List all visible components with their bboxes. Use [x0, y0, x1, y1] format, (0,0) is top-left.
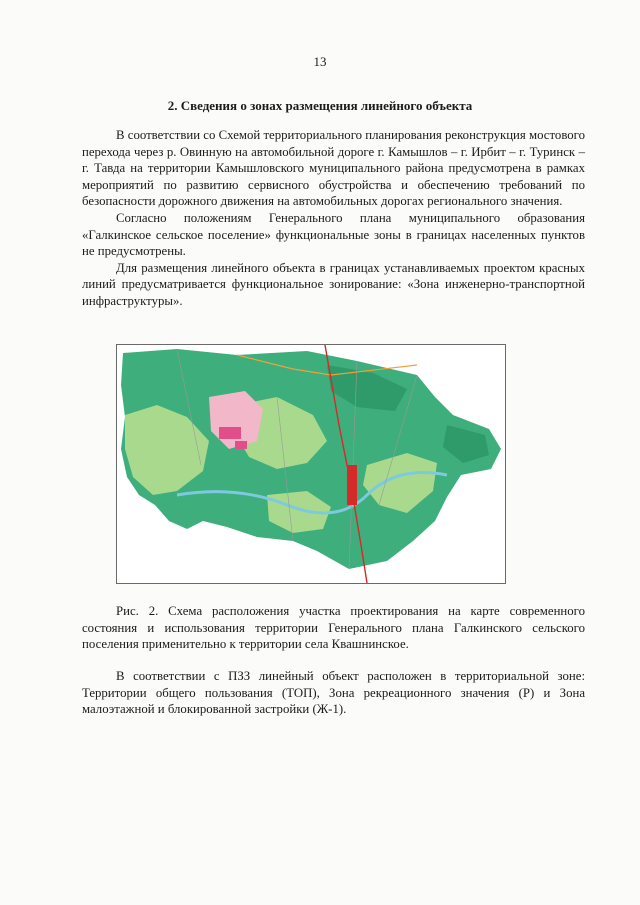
map-design-section-marker [347, 465, 357, 505]
paragraph-1: В соответствии со Схемой территориального планирования реконструкция мостового перехода через р. Овинную на автомобильной дороге г. Камышлов – г. Ирбит – г. Туринск – г. Тавда на территории Камышловского муниципального района предусмотрена в рамках мероприятий по развитию сервисного обустройства и обеспечению требований по безопасности дорожного движения на автомобильных дорогах регионального значения. [82, 128, 585, 209]
main-text [82, 127, 585, 310]
paragraph-3: Для размещения линейного объекта в границах устанавливаемых проектом красных линий предусматривается функциональное зонирование: «Зона инженерно-транспортной инфраструктуры». [82, 260, 585, 308]
map-residential-dense-2 [235, 441, 247, 449]
closing-paragraph: В соответствии с ПЗЗ линейный объект расположен в территориальной зоне: Территории общего пользования (ТОП), Зона рекреационного значения (Р) и Зона малоэтажной и блокированной застройки (Ж-1). [82, 669, 585, 717]
page-number: 13 [313, 54, 327, 69]
zoning-map-figure [116, 344, 506, 584]
figure-caption [82, 603, 585, 653]
zoning-map-image [117, 345, 505, 583]
closing-text [82, 668, 585, 718]
map-residential-dense [219, 427, 241, 439]
section-heading: 2. Сведения о зонах размещения линейного объекта [167, 98, 473, 113]
figure-caption-text: Рис. 2. Схема расположения участка проектирования на карте современного состояния и использования территории Генерального плана Галкинского сельского поселения применительно к территории села Квашнинское. [82, 604, 585, 652]
paragraph-2: Согласно положениям Генерального плана муниципального образования «Галкинское сельское поселение» функциональные зоны в границах населенных пунктов не предусмотрены. [82, 210, 585, 259]
